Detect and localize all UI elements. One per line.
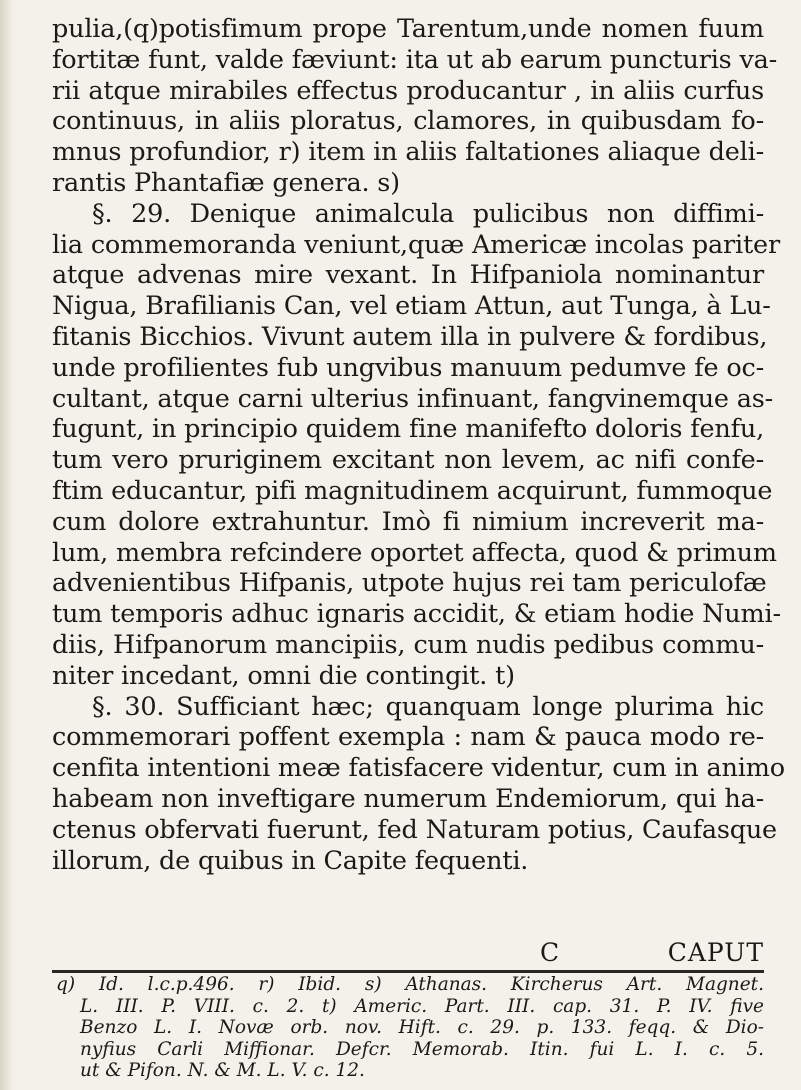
text-line: pulia,(q)potisfimum prope Tarentum,unde nomen fuum [52,14,764,44]
section-30-start: §. 30. Sufficiant hæc; quanquam longe plurima hic [92,691,764,722]
text-line: fortitæ funt, valde fæviunt: ita ut ab earum puncturis va- [52,44,778,75]
text-line: cum dolore extrahuntur. Imò fi nimium increverit ma- [52,506,764,537]
signature-mark: C [540,938,560,967]
section-29-start: §. 29. Denique animalcula pulicibus non diffimi- [92,198,764,229]
text-line: atque advenas mire vexant. In Hifpaniola nominantur [52,260,764,291]
text-line: rantis Phantafiæ genera. s) [52,167,400,198]
text-line: tum temporis adhuc ignaris accidit, & etiam hodie Numi- [52,599,781,630]
text-line: lum, membra refcindere oportet affecta, quod & primum [52,537,777,568]
text-line: mnus profundior, r) item in aliis faltationes aliaque deli- [52,137,764,168]
text-line: habeam non inveftigare numerum Endemiorum, qui ha- [52,783,764,814]
text-line: fitanis Bicchios. Vivunt autem illa in pulvere & fordibus, [52,321,768,352]
text-line: cultant, atque carni ulterius infinuant, fangvinemque as- [52,383,774,414]
footnote-line: nyfius Carli Miffionar. Defcr. Memorab. Itin. fui L. I. c. 5. [80,1038,764,1060]
footnote-line: L. III. P. VIII. c. 2. t) Americ. Part. III. cap. 31. P. IV. five [80,995,764,1017]
text-line: niter incedant, omni die contingit. t) [52,660,515,691]
footnote-line: Benzo L. I. Novæ orb. nov. Hift. c. 29. p. 133. feqq. & Dio- [80,1017,764,1038]
text-line: unde profilientes fub ungvibus manuum pedumve fe oc- [52,352,764,383]
footnote-rule [52,970,764,973]
footnote-line: q) Id. l.c.p.496. r) Ibid. s) Athanas. Kircherus Art. Magnet. [56,974,764,995]
footnotes [56,974,764,1082]
text-line: lia commemoranda veniunt,quæ Americæ incolas pariter [52,229,780,260]
text-line: illorum, de quibus in Capite fequenti. [52,845,529,876]
text-line: tum vero pruriginem excitant non levem, ac nifi confe- [52,445,764,476]
text-line: fugunt, in principio quidem fine manifefto doloris fenfu, [52,414,764,445]
catchword: CAPUT [667,938,764,967]
text-line: diis, Hifpanorum mancipiis, cum nudis pedibus commu- [52,629,764,660]
text-line: continuus, in aliis ploratus, clamores, in quibusdam fo- [52,106,764,137]
page-gutter [0,0,14,1090]
text-line: advenientibus Hifpanis, utpote hujus rei tam periculofæ [52,568,767,599]
main-text [52,14,785,876]
text-line: ctenus obfervati fuerunt, fed Naturam potius, Caufasque [52,814,777,845]
catchword-line [52,938,764,968]
text-line: rii atque mirabiles effectus producantur , in aliis curfus [52,75,764,106]
footnote-line: ut & Pifon. N. & M. L. V. c. 12. [80,1060,365,1081]
text-line: cenfita intentioni meæ fatisfacere videntur, cum in animo [52,753,785,784]
text-line: ftim educantur, pifi magnitudinem acquirunt, fummoque [52,475,773,506]
text-line: commemorari poffent exempla : nam & pauca modo re- [52,722,764,753]
text-line: Nigua, Brafilianis Can, vel etiam Attun, aut Tunga, à Lu- [52,291,771,322]
